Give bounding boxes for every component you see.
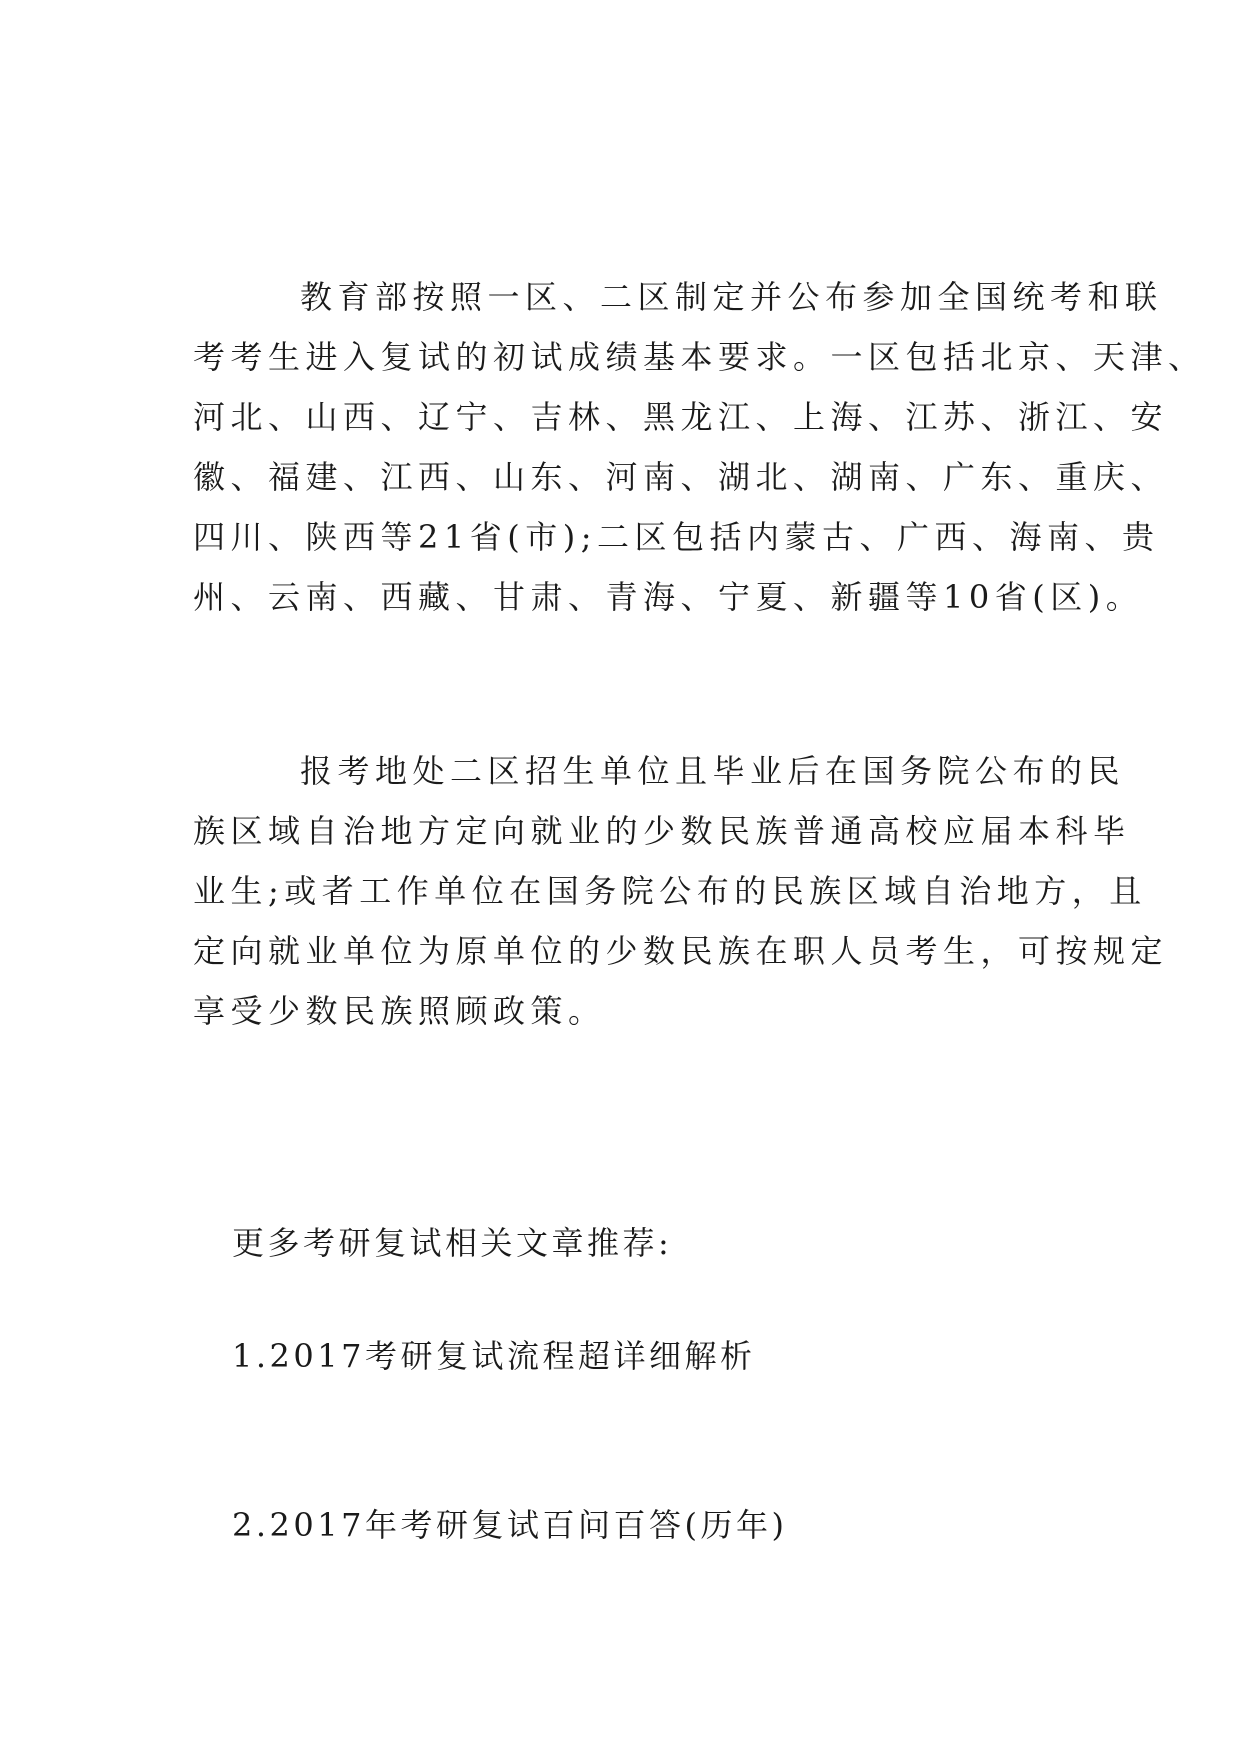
paragraph-line: 教育部按照一区、二区制定并公布参加全国统考和联	[300, 278, 1163, 316]
paragraph-line: 州、云南、西藏、甘肃、青海、宁夏、新疆等10省(区)。	[193, 578, 1144, 616]
paragraph-line: 考考生进入复试的初试成绩基本要求。一区包括北京、天津、	[193, 338, 1206, 376]
paragraph-line: 河北、山西、辽宁、吉林、黑龙江、上海、江苏、浙江、安	[193, 398, 1169, 436]
related-article-link[interactable]: 2.2017年考研复试百问百答(历年)	[232, 1506, 788, 1544]
related-article-link[interactable]: 1.2017考研复试流程超详细解析	[232, 1337, 756, 1375]
paragraph-line: 享受少数民族照顾政策。	[193, 992, 606, 1030]
paragraph-line: 业生;或者工作单位在国务院公布的民族区域自治地方，且	[193, 872, 1147, 910]
paragraph-line: 族区域自治地方定向就业的少数民族普通高校应届本科毕	[193, 812, 1131, 850]
paragraph-line: 四川、陕西等21省(市);二区包括内蒙古、广西、海南、贵	[193, 518, 1160, 556]
related-articles-heading: 更多考研复试相关文章推荐:	[232, 1224, 673, 1262]
paragraph-line: 定向就业单位为原单位的少数民族在职人员考生，可按规定	[193, 932, 1169, 970]
paragraph-line: 报考地处二区招生单位且毕业后在国务院公布的民	[300, 752, 1126, 790]
paragraph-line: 徽、福建、江西、山东、河南、湖北、湖南、广东、重庆、	[193, 458, 1169, 496]
